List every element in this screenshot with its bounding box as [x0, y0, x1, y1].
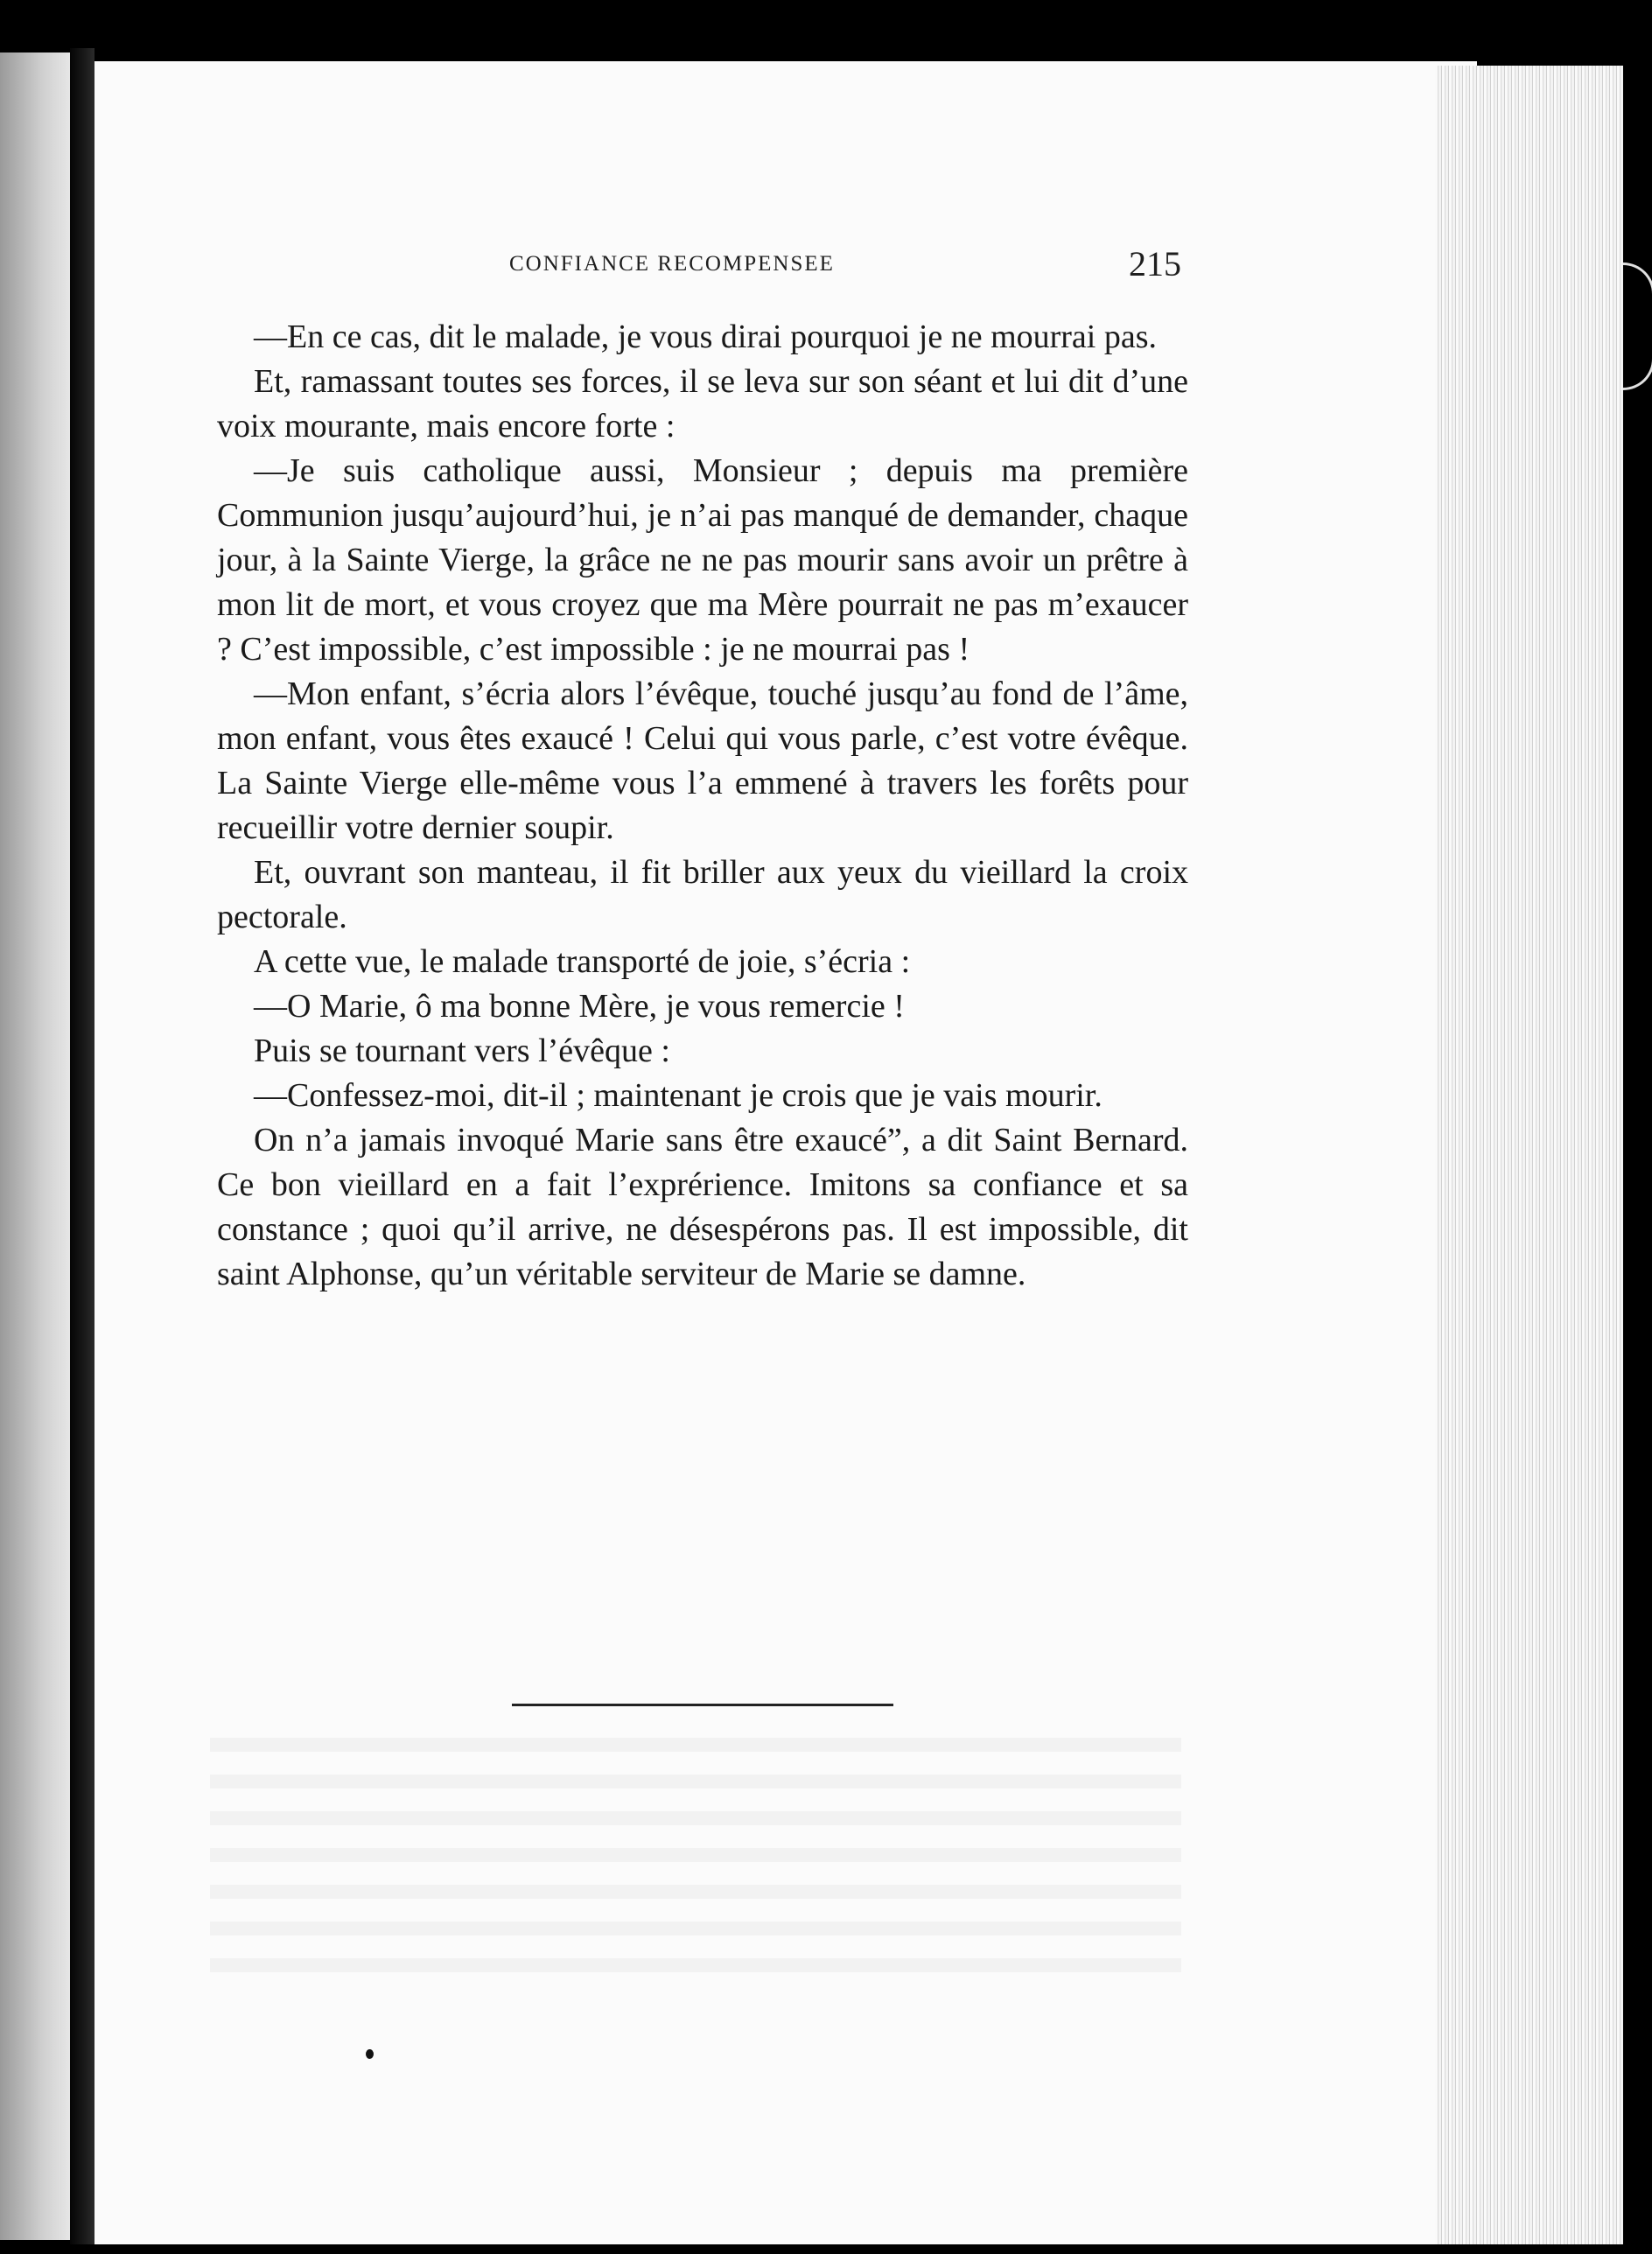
paragraph: —Mon enfant, s’écria alors l’évêque, touché jusqu’au fond de l’âme, mon enfant, vous êtes exaucé ! Celui qui vous parle, c’est votre évêque. La Sainte Vierge elle-même vous l’a emmené à travers les forêts pour recueillir votre dernier soupir.	[217, 676, 1188, 846]
page-number: 215	[1129, 244, 1181, 284]
paragraph: Et, ramassant toutes ses forces, il se leva sur son séant et lui dit d’une voix mourante, mais encore forte :	[217, 363, 1188, 444]
paragraph: —Confessez-moi, dit-il ; maintenant je crois que je vais mourir.	[254, 1077, 1102, 1114]
running-head: CONFIANCE RECOMPENSEE	[509, 252, 835, 276]
paragraph: —Je suis catholique aussi, Monsieur ; depuis ma première Communion jusqu’aujourd’hui, je n’ai pas manqué de demander, chaque jour, à la Sainte Vierge, la grâce ne ne pas mourir sans avoir un prêtre à mon lit de mort, et vous croyez que ma Mère pourrait ne pas m’exaucer ? C’est impossible, c’est impossible : je ne mourrai pas !	[217, 452, 1188, 668]
left-page-edge	[0, 52, 70, 2240]
page-edges-stack	[1435, 66, 1623, 2244]
paragraph: On n’a jamais invoqué Marie sans être exaucé”, a dit Saint Bernard. Ce bon vieillard en a fait l’exprérience. Imitons sa confiance et sa constance ; quoi qu’il arrive, ne désespérons pas. Il est impossible, dit saint Alphonse, qu’un véritable serviteur de Marie se damne.	[217, 1122, 1188, 1292]
paragraph: Et, ouvrant son manteau, il fit briller aux yeux du vieillard la croix pectorale.	[217, 854, 1188, 935]
book-gutter	[70, 48, 94, 2244]
paragraph: A cette vue, le malade transporté de joie, s’écria :	[254, 943, 911, 980]
bleed-through-text	[210, 1715, 1181, 1995]
body-text	[217, 315, 1188, 1297]
section-divider-rule	[512, 1704, 893, 1706]
paragraph: Puis se tournant vers l’évêque :	[254, 1032, 670, 1069]
paragraph: —En ce cas, dit le malade, je vous dirai pourquoi je ne mourrai pas.	[254, 318, 1158, 355]
page-edge-tab	[1623, 262, 1652, 390]
ink-speck	[366, 2049, 374, 2059]
paragraph: —O Marie, ô ma bonne Mère, je vous remercie !	[254, 988, 905, 1025]
